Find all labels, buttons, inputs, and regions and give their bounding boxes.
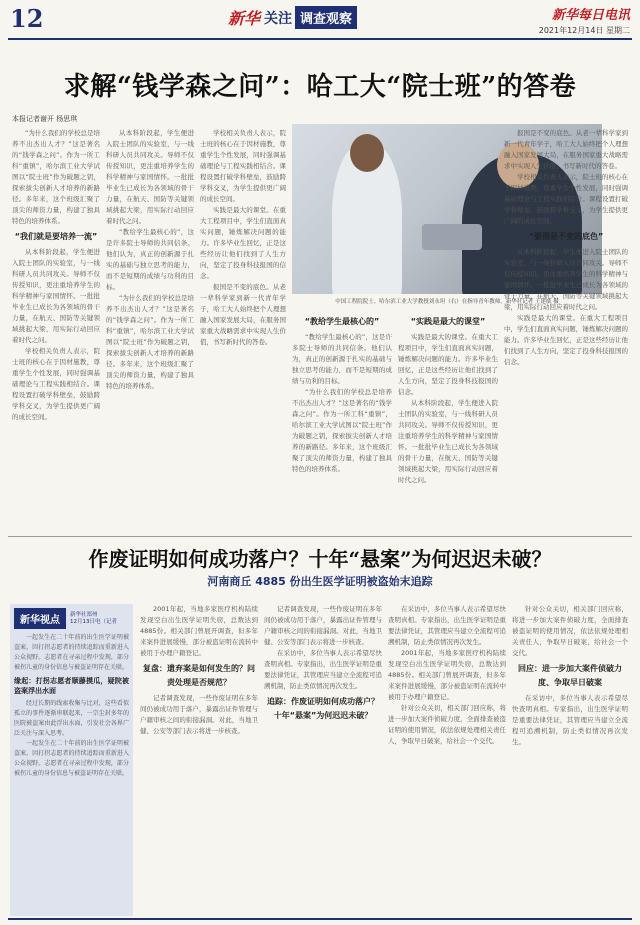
photo-head-young [350, 134, 384, 172]
paper-name: 新华每日电讯 [551, 8, 630, 23]
paragraph: 报国是不变的底色。从老一辈科学家到新一代青年学子，哈工大人始终把个人理想融入国家发展大局，在服务国家重大战略需求中实现人生价值，书写新时代的答卷。 [504, 129, 628, 170]
paragraph: 学校相关负责人表示，院士班的核心在于因材施教，尊重学生个性发展，同时强调基础理论与工程实践相结合。课程设置打破学科壁垒，鼓励跨学科交叉，为学生提供更广阔的成长空间。 [200, 129, 286, 203]
article1-column-4 [292, 312, 392, 533]
paragraph: 实践是最大的课堂。在重大工程项目中，学生们直面真实问题，锤炼解决问题的能力。许多毕业生回忆，正是这些经历让他们找到了人生方向，坚定了投身科技报国的信念。 [504, 314, 628, 366]
article1-column-6 [504, 128, 628, 533]
article1-column-5 [398, 312, 498, 533]
paragraph: 在采访中，多位当事人表示希望尽快查明真相。专家指出，出生医学证明是重要法律凭证，其管理应当建立全流程可追溯机制，防止类似情况再次发生。 [388, 605, 506, 646]
commentary-meta-line: 12月13日电（记者 [70, 618, 117, 625]
paragraph: 2001年起，当地多家医疗机构陆续发现空白出生医学证明失窃，总数达到4885份。相关部门曾展开调查，但多年来案件进展缓慢，部分被盗证明在流转中被用于办理户籍登记。 [388, 649, 506, 701]
article1-subhead: “要图是不变的底色” [528, 232, 604, 241]
paragraph: 一起发生在二十年前的出生医学证明被盗案，因打拐志愿者的持续追踪而重新进入公众视野。志愿者在寻亲过程中发现，部分被拐儿童的身份信息与被盗证明存在关联。 [14, 634, 129, 671]
article2-column-4 [512, 604, 628, 914]
article2-subhead: 回应：进一步加大案件侦破力度、争取早日破案 [518, 664, 622, 687]
paragraph: “教给学生最核心的”，这是许多院士导师的共同信条。他们认为，真正的创新源于扎实的基础与独立思考的能力，而不是短期的成绩与功利的目标。 [292, 333, 392, 385]
article2-column-1 [140, 604, 258, 914]
commentary-box [10, 604, 133, 916]
article1-headline: 求解“钱学森之问”：哈工大“院士班”的答卷 [63, 72, 577, 102]
article1-byline: 本报记者谢开 杨思琪 [12, 115, 78, 123]
footer-rule [8, 918, 632, 920]
masthead-rule [8, 38, 632, 40]
commentary-subhead: 缘起：打拐志愿者顺藤摸瓜，疑院被盗案浮出水面 [14, 677, 129, 695]
commentary-meta [70, 612, 117, 626]
brand-logo: 新华 [228, 9, 261, 28]
article1-column-2 [106, 128, 194, 533]
paragraph: 在采访中，多位当事人表示希望尽快查明真相。专家指出，出生医学证明是重要法律凭证，其管理应当建立全流程可追溯机制，防止类似情况再次发生。 [264, 649, 382, 690]
section-keyword: 关注 [264, 10, 293, 27]
paragraph: 一起发生在二十年前的出生医学证明被盗案，因打拐志愿者的持续追踪而重新进入公众视野。志愿者在寻亲过程中发现，部分被拐儿童的身份信息与被盗证明存在关联。 [14, 740, 129, 777]
paragraph: “教给学生最核心的”，这是许多院士导师的共同信条。他们认为，真正的创新源于扎实的基础与独立思考的能力，而不是短期的成绩与功利的目标。 [106, 228, 194, 291]
paper-info [539, 4, 630, 36]
paragraph: 记者调查发现，一些作废证明在多年间仍被成功用于落户，暴露出证件管理与户籍审核之间的衔接漏洞。对此，当地卫健、公安等部门表示将进一步核查。 [140, 694, 258, 735]
paragraph: 实践是最大的课堂。在重大工程项目中，学生们直面真实问题，锤炼解决问题的能力。许多毕业生回忆，正是这些经历让他们找到了人生方向，坚定了投身科技报国的信念。 [398, 333, 498, 396]
article1-subhead: “我们就是要培养一流” [14, 232, 98, 241]
paragraph: 从本科阶段起，学生便进入院士团队的实验室，与一线科研人员共同攻关。导师不仅传授知识，更注重培养学生的科学精神与家国情怀。一批批毕业生已成长为各领域的骨干力量，在航天、国防等关键领域挑起大梁，用实际行动回应着时代之问。 [12, 248, 100, 344]
page-number: 12 [10, 4, 44, 33]
article1-column-1 [12, 128, 100, 533]
article2-subheadline: 河南商丘 4885 份出生医学证明被盗始末追踪 [207, 575, 433, 588]
masthead [0, 0, 640, 38]
commentary-meta-line: 新华社郑州 [70, 611, 98, 618]
paragraph: 针对公众关切，相关部门回应称，将进一步加大案件侦破力度，全面排查被盗证明的使用情况，依法依规处理相关责任人，争取早日破案，给社会一个交代。 [388, 704, 506, 745]
paragraph: “为什么我们的学校总是培养不出杰出人才？”这是著名的“钱学森之问”。作为一所工科“重镇”，哈尔滨工业大学试图以“院士班”作为破题之钥，探索拔尖创新人才培养的新路径。多年来，这个班级汇聚了顶尖的师资力量，构建了独具特色的培养体系。 [106, 294, 194, 390]
paragraph: 学校相关负责人表示，院士班的核心在于因材施教，尊重学生个性发展，同时强调基础理论与工程实践相结合。课程设置打破学科壁垒，鼓励跨学科交叉，为学生提供更广阔的成长空间。 [12, 347, 100, 421]
article2-subhead: 复盘：遗弃案是如何发生的？问责处理是否规范？ [143, 664, 255, 687]
article1-column-3 [200, 128, 286, 533]
article1-subhead: “教给学生最核心的” [304, 317, 380, 326]
paragraph: 报国是不变的底色。从老一辈科学家到新一代青年学子，哈工大人始终把个人理想融入国家发展大局，在服务国家重大战略需求中实现人生价值，书写新时代的答卷。 [200, 283, 286, 346]
section-divider [8, 536, 632, 537]
paragraph: 从本科阶段起，学生便进入院士团队的实验室，与一线科研人员共同攻关。导师不仅传授知识，更注重培养学生的科学精神与家国情怀。一批批毕业生已成长为各领域的骨干力量，在航天、国防等关键领域挑起大梁，用实际行动回应着时代之问。 [398, 399, 498, 484]
commentary-flag: 新华视点 [14, 608, 66, 629]
paragraph: 学校相关负责人表示，院士班的核心在于因材施教，尊重学生个性发展，同时强调基础理论与工程实践相结合。课程设置打破学科壁垒，鼓励跨学科交叉，为学生提供更广阔的成长空间。 [504, 173, 628, 225]
section-banner [228, 6, 357, 29]
section-label: 调查观察 [295, 6, 357, 29]
issue-date: 2021年12月14日 星期二 [538, 26, 630, 35]
paragraph: 2001年起，当地多家医疗机构陆续发现空白出生医学证明失窃，总数达到4885份。相关部门曾展开调查，但多年来案件进展缓慢，部分被盗证明在流转中被用于办理户籍登记。 [140, 605, 258, 657]
paragraph: “为什么我们的学校总是培养不出杰出人才？”这是著名的“钱学森之问”。作为一所工科“重镇”，哈尔滨工业大学试图以“院士班”作为破题之钥，探索拔尖创新人才培养的新路径。多年来，这个班级汇聚了顶尖的师资力量，构建了独具特色的培养体系。 [12, 129, 100, 225]
photo-caption: 中国工程院院士、哈尔滨工业大学教授刘永坦（右）在指导青年教师。新华社记者 王建威 摄 [335, 299, 559, 305]
article2-subhead: 追踪：作废证明如何成功落户？十年“悬案”为何迟迟未破？ [267, 697, 379, 720]
paragraph: “为什么我们的学校总是培养不出杰出人才？”这是著名的“钱学森之问”。作为一所工科“重镇”，哈尔滨工业大学试图以“院士班”作为破题之钥，探索拔尖创新人才培养的新路径。多年来，这个班级汇聚了顶尖的师资力量，构建了独具特色的培养体系。 [292, 388, 392, 473]
photo-equipment [422, 224, 482, 250]
paragraph: 记者调查发现，一些作废证明在多年间仍被成功用于落户，暴露出证件管理与户籍审核之间的衔接漏洞。对此，当地卫健、公安等部门表示将进一步核查。 [264, 605, 382, 646]
commentary-header [14, 608, 129, 629]
paragraph: 在采访中，多位当事人表示希望尽快查明真相。专家指出，出生医学证明是重要法律凭证，其管理应当建立全流程可追溯机制，防止类似情况再次发生。 [512, 694, 628, 746]
article2-column-3 [388, 604, 506, 914]
paragraph: 从本科阶段起，学生便进入院士团队的实验室，与一线科研人员共同攻关。导师不仅传授知识，更注重培养学生的科学精神与家国情怀。一批批毕业生已成长为各领域的骨干力量，在航天、国防等关键领域挑起大梁，用实际行动回应着时代之问。 [504, 248, 628, 311]
article2-column-2 [264, 604, 382, 914]
article1-subhead: “实践是最大的课堂” [410, 317, 486, 326]
paragraph: 经过长期的线索收集与比对，这些看似孤立的事件逐渐串联起来，一宗尘封多年的医院被盗案由此浮出水面，引发社会各界广泛关注与深入思考。 [14, 700, 129, 737]
paragraph: 实践是最大的课堂。在重大工程项目中，学生们直面真实问题，锤炼解决问题的能力。许多毕业生回忆，正是这些经历让他们找到了人生方向，坚定了投身科技报国的信念。 [200, 206, 286, 280]
article2-headline: 作废证明如何成功落户？十年“悬案”为何迟迟未破？ [88, 547, 552, 571]
paragraph: 从本科阶段起，学生便进入院士团队的实验室，与一线科研人员共同攻关。导师不仅传授知识，更注重培养学生的科学精神与家国情怀。一批批毕业生已成长为各领域的骨干力量，在航天、国防等关键领域挑起大梁，用实际行动回应着时代之问。 [106, 129, 194, 225]
paragraph: 针对公众关切，相关部门回应称，将进一步加大案件侦破力度，全面排查被盗证明的使用情况，依法依规处理相关责任人，争取早日破案，给社会一个交代。 [512, 605, 628, 657]
commentary-body [14, 633, 129, 779]
